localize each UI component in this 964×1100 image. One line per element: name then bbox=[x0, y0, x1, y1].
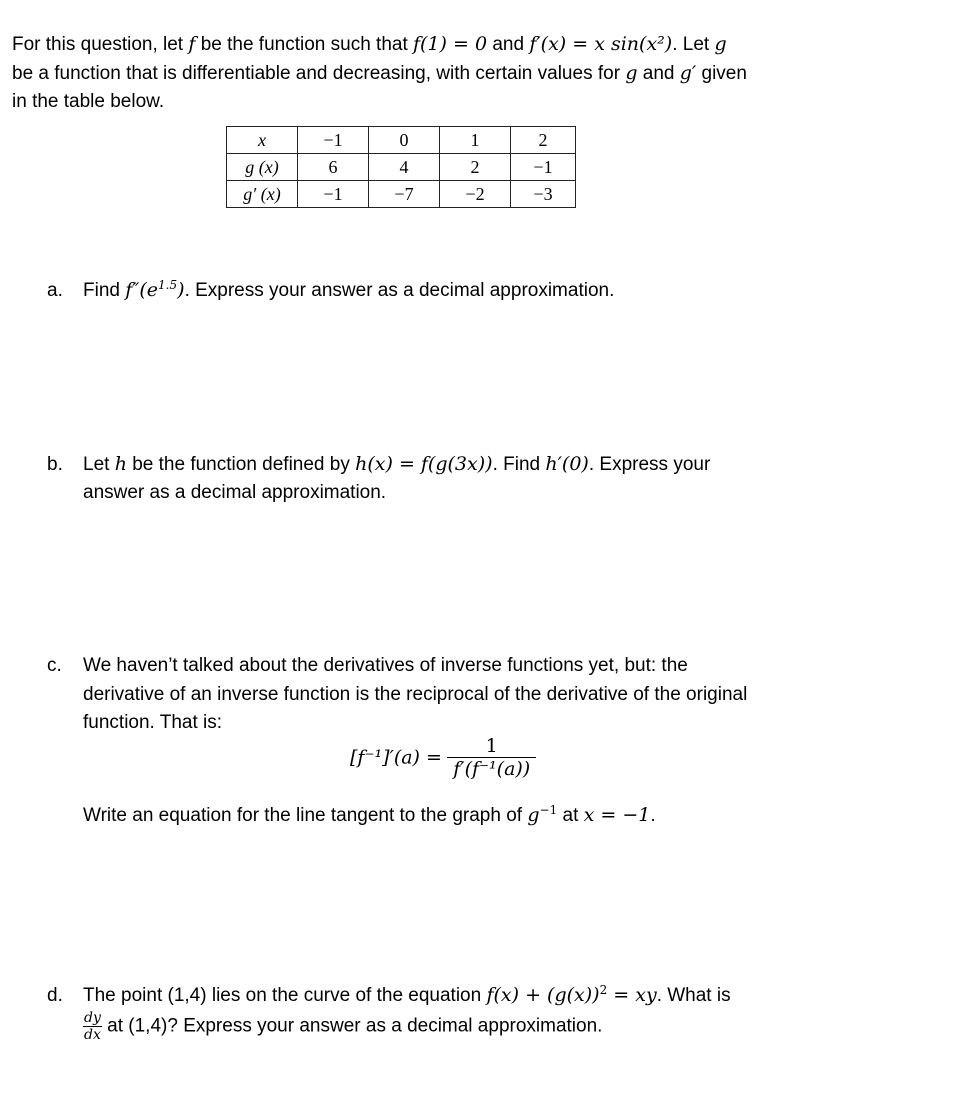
part-a-text: Find bbox=[83, 280, 126, 301]
formula-denominator: f′(f⁻¹(a)) bbox=[447, 757, 536, 780]
intro-line-3: in the table below. bbox=[12, 91, 165, 112]
intro-text: be the function such that bbox=[195, 34, 414, 55]
part-a-text: . Express your answer as a decimal approximation. bbox=[184, 280, 615, 301]
intro-text: and bbox=[637, 63, 680, 84]
table-cell: 0 bbox=[369, 127, 440, 154]
math-g: g bbox=[625, 62, 638, 84]
table-cell: −1 bbox=[511, 154, 576, 181]
intro-text: given bbox=[696, 63, 747, 84]
table-row bbox=[227, 181, 576, 208]
math-expression: f″(e bbox=[125, 279, 159, 301]
table-cell: −2 bbox=[440, 181, 511, 208]
table-cell: g (x) bbox=[227, 154, 298, 181]
table-cell: 2 bbox=[440, 154, 511, 181]
part-c-text: We haven’t talked about the derivatives of inverse functions yet, but: the bbox=[83, 655, 688, 676]
part-c-text: Write an equation for the line tangent to the graph of bbox=[83, 805, 528, 826]
part-c-label: c. bbox=[47, 655, 62, 676]
fraction-numerator: dy bbox=[84, 1010, 101, 1026]
math-expression: f(x) + (g(x)) bbox=[486, 984, 600, 1006]
math-expression: = xy bbox=[607, 984, 657, 1006]
math-f: f bbox=[188, 33, 196, 55]
part-c-line-4 bbox=[83, 801, 656, 830]
part-c-text: at bbox=[557, 805, 584, 826]
intro-text: . Let bbox=[672, 34, 715, 55]
math-expression: ) bbox=[177, 279, 185, 301]
table-cell: 4 bbox=[369, 154, 440, 181]
derivative-dy-dx bbox=[83, 1010, 102, 1043]
math-condition-2: f′(x) = x sin(x²) bbox=[529, 33, 673, 55]
inverse-derivative-formula bbox=[350, 735, 536, 780]
part-a bbox=[47, 276, 614, 305]
math-g: g bbox=[527, 804, 540, 826]
formula-lhs: [f⁻¹]′(a) = bbox=[350, 746, 442, 769]
part-b-text: Let bbox=[83, 454, 115, 475]
intro-text: For this question, let bbox=[12, 34, 189, 55]
intro-text: be a function that is differentiable and decreasing, with certain values for bbox=[12, 63, 626, 84]
table-cell: 6 bbox=[298, 154, 369, 181]
part-b-text: be the function defined by bbox=[126, 454, 356, 475]
intro-line-2 bbox=[12, 59, 747, 88]
formula-numerator: 1 bbox=[485, 735, 498, 757]
table-cell: −3 bbox=[511, 181, 576, 208]
math-g-prime: g′ bbox=[679, 62, 697, 84]
table-cell: x bbox=[227, 127, 298, 154]
table-row bbox=[227, 127, 576, 154]
part-c-line-2: derivative of an inverse function is the reciprocal of the derivative of the original bbox=[83, 684, 748, 705]
math-condition-1: f(1) = 0 bbox=[413, 33, 488, 55]
table-cell: −1 bbox=[298, 127, 369, 154]
part-d-text: . What is bbox=[656, 985, 731, 1006]
table-row bbox=[227, 154, 576, 181]
fraction-denominator: dx bbox=[84, 1027, 101, 1043]
table-cell: g′ (x) bbox=[227, 181, 298, 208]
part-d-line-2 bbox=[83, 1010, 602, 1043]
math-exponent: 1.5 bbox=[158, 277, 178, 292]
part-c-line-3: function. That is: bbox=[83, 712, 223, 733]
table-cell: 1 bbox=[440, 127, 511, 154]
math-expression: h(x) = f(g(3x)) bbox=[355, 453, 493, 475]
part-d-label: d. bbox=[47, 985, 63, 1006]
math-g: g bbox=[714, 33, 727, 55]
math-exponent: 2 bbox=[599, 982, 608, 997]
part-b-label: b. bbox=[47, 454, 63, 475]
part-c-line-1 bbox=[47, 652, 688, 680]
part-d-line-1 bbox=[47, 981, 731, 1010]
part-a-label: a. bbox=[47, 280, 63, 301]
math-expression: x = −1 bbox=[583, 804, 651, 826]
part-d-text: The point (1,4) lies on the curve of the equation bbox=[83, 985, 487, 1006]
part-b-text: . Find bbox=[492, 454, 546, 475]
part-b-text: . Express your bbox=[588, 454, 711, 475]
formula-fraction bbox=[447, 735, 536, 780]
intro-text: and bbox=[487, 34, 530, 55]
table-cell: −7 bbox=[369, 181, 440, 208]
math-exponent: −1 bbox=[539, 802, 558, 817]
math-expression: h′(0) bbox=[545, 453, 589, 475]
table-cell: −1 bbox=[298, 181, 369, 208]
part-b-line-1 bbox=[47, 450, 710, 479]
intro-line-1 bbox=[12, 30, 727, 59]
values-table bbox=[226, 126, 576, 208]
part-c-text: . bbox=[650, 805, 656, 826]
part-b-line-2: answer as a decimal approximation. bbox=[83, 482, 387, 503]
part-d-text: at (1,4)? Express your answer as a decimal approximation. bbox=[101, 1015, 603, 1037]
math-h: h bbox=[114, 453, 127, 475]
table-cell: 2 bbox=[511, 127, 576, 154]
